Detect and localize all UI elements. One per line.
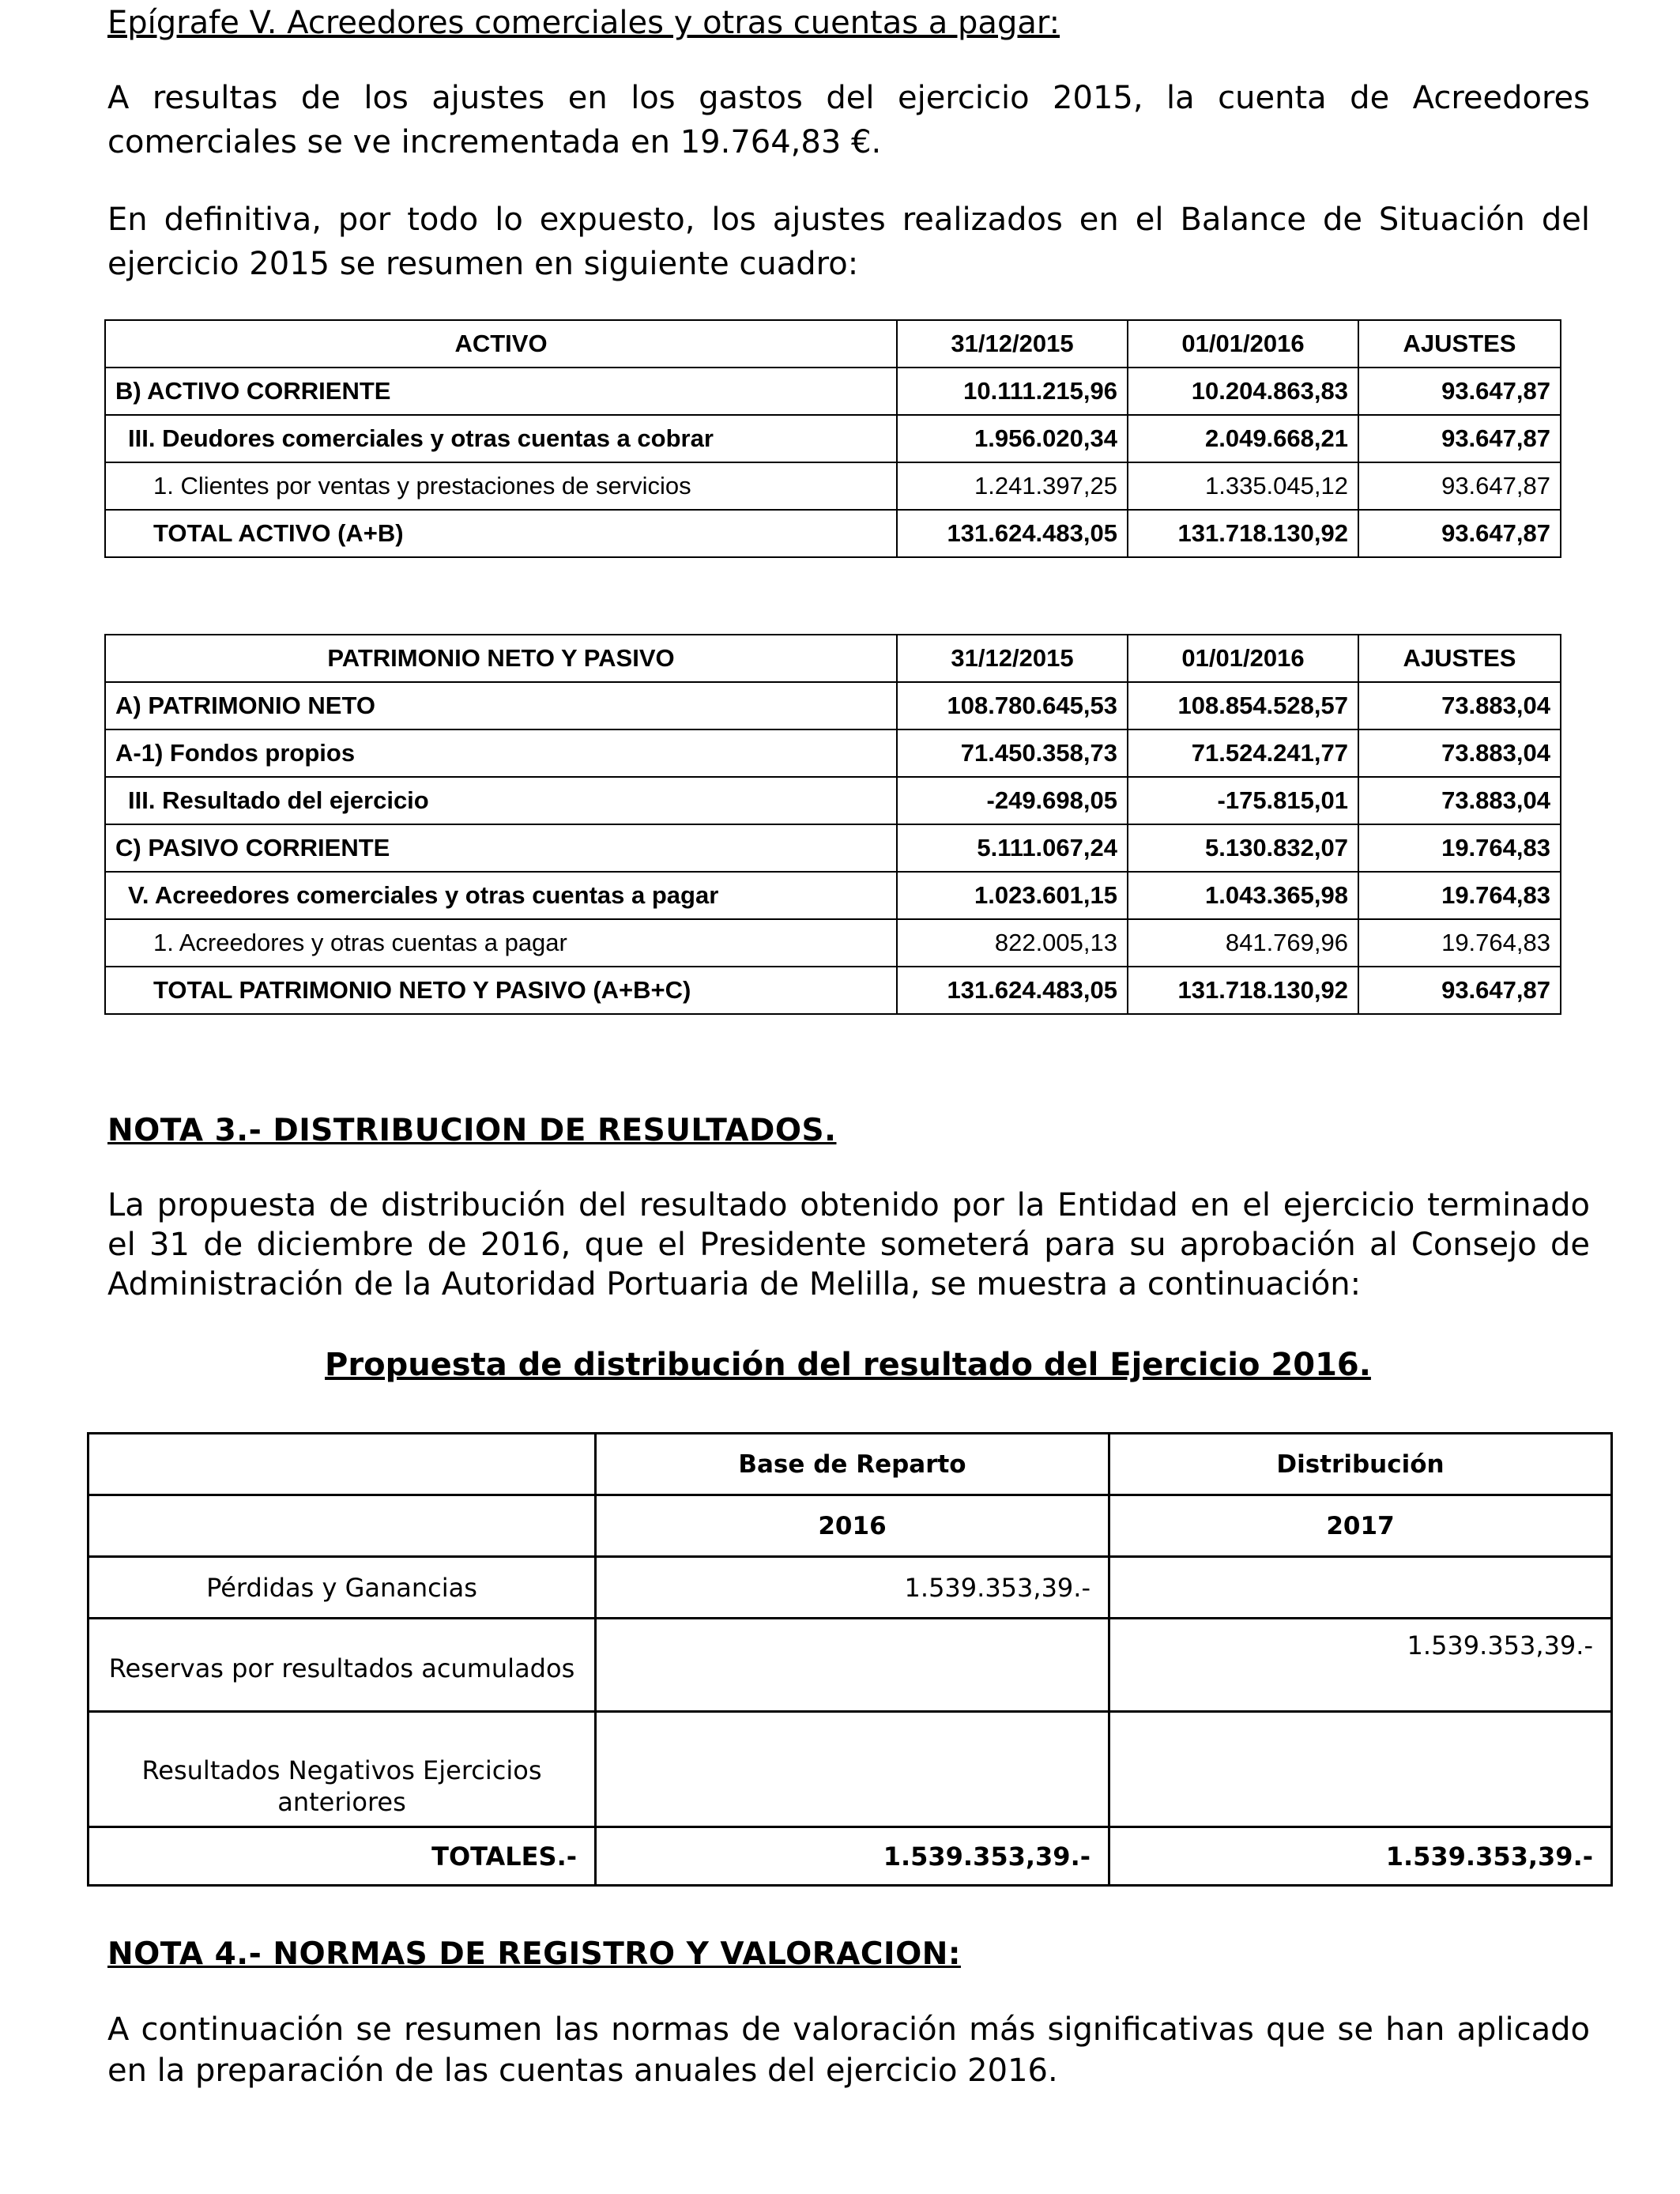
table-total-row: [89, 1827, 1612, 1886]
empty-corner-cell: [89, 1495, 596, 1557]
row-label: V. Acreedores comerciales y otras cuentas a pagar: [105, 872, 897, 919]
row-value: 10.204.863,83: [1128, 368, 1358, 415]
row-label: III. Deudores comerciales y otras cuentas a cobrar: [105, 415, 897, 462]
row-value: 1.335.045,12: [1128, 462, 1358, 510]
row-base-value: [596, 1619, 1109, 1712]
row-value: 93.647,87: [1358, 415, 1561, 462]
table-header-row: [105, 635, 1561, 682]
section-heading-epigrafe: Epígrafe V. Acreedores comerciales y otras cuentas a pagar:: [107, 5, 1060, 41]
row-value: 108.780.645,53: [897, 682, 1128, 729]
row-label: Pérdidas y Ganancias: [89, 1557, 596, 1619]
header-ajustes: AJUSTES: [1358, 635, 1561, 682]
table-row: [105, 682, 1561, 729]
row-value: 93.647,87: [1358, 510, 1561, 557]
row-label: B) ACTIVO CORRIENTE: [105, 368, 897, 415]
row-value: 1.241.397,25: [897, 462, 1128, 510]
row-base-value: 1.539.353,39.-: [596, 1557, 1109, 1619]
table-row: [105, 462, 1561, 510]
header-date-2016: 01/01/2016: [1128, 635, 1358, 682]
totals-label: TOTALES.-: [89, 1827, 596, 1886]
row-value: 131.624.483,05: [897, 510, 1128, 557]
row-value: 19.764,83: [1358, 824, 1561, 872]
table-row: [105, 729, 1561, 777]
row-value: 131.624.483,05: [897, 967, 1128, 1014]
table-row: [105, 777, 1561, 824]
row-value: 108.854.528,57: [1128, 682, 1358, 729]
nota3-heading: NOTA 3.- DISTRIBUCION DE RESULTADOS.: [107, 1113, 837, 1148]
totals-base-value: 1.539.353,39.-: [596, 1827, 1109, 1886]
header-year-2017: 2017: [1109, 1495, 1612, 1557]
header-distribucion: Distribución: [1109, 1434, 1612, 1495]
row-value: 19.764,83: [1358, 919, 1561, 967]
table-row: [105, 415, 1561, 462]
row-value: 5.130.832,07: [1128, 824, 1358, 872]
row-value: 71.524.241,77: [1128, 729, 1358, 777]
row-label: A-1) Fondos propios: [105, 729, 897, 777]
proposal-table-title: Propuesta de distribución del resultado del Ejercicio 2016.: [325, 1347, 1371, 1383]
row-dist-value: [1109, 1557, 1612, 1619]
table-row: [89, 1619, 1612, 1712]
row-value: 93.647,87: [1358, 462, 1561, 510]
row-value: -175.815,01: [1128, 777, 1358, 824]
row-value: 131.718.130,92: [1128, 967, 1358, 1014]
row-dist-value: [1109, 1712, 1612, 1827]
nota3-paragraph: La propuesta de distribución del resultado obtenido por la Entidad en el ejercicio terminado el 31 de diciembre de 2016, que el Presidente someterá para su aprobación al Consejo de Administración de la Autoridad Portuaria de Melilla, se muestra a continuación:: [107, 1187, 1590, 1302]
header-date-2015: 31/12/2015: [897, 635, 1128, 682]
header-base-reparto: Base de Reparto: [596, 1434, 1109, 1495]
row-label: C) PASIVO CORRIENTE: [105, 824, 897, 872]
paragraph-acreedores: A resultas de los ajustes en los gastos del ejercicio 2015, la cuenta de Acreedores comerciales se ve incrementada en 19.764,83 €.: [107, 80, 1590, 160]
row-label: 1. Clientes por ventas y prestaciones de servicios: [105, 462, 897, 510]
table-row: [105, 824, 1561, 872]
row-value: 73.883,04: [1358, 729, 1561, 777]
row-label: Resultados Negativos Ejercicios anteriores: [89, 1712, 596, 1827]
proposal-table: [87, 1432, 1613, 1887]
activo-table: [104, 319, 1561, 558]
row-value: 822.005,13: [897, 919, 1128, 967]
table-row: [105, 967, 1561, 1014]
row-label: 1. Acreedores y otras cuentas a pagar: [105, 919, 897, 967]
row-label: Reservas por resultados acumulados: [89, 1619, 596, 1712]
row-label: TOTAL ACTIVO (A+B): [105, 510, 897, 557]
row-label: TOTAL PATRIMONIO NETO Y PASIVO (A+B+C): [105, 967, 897, 1014]
header-activo: ACTIVO: [105, 320, 897, 368]
table-header-row: [89, 1495, 1612, 1557]
row-value: 73.883,04: [1358, 777, 1561, 824]
table-row: [105, 872, 1561, 919]
table-row: [105, 919, 1561, 967]
header-year-2016: 2016: [596, 1495, 1109, 1557]
pasivo-table: [104, 634, 1561, 1015]
nota4-heading: NOTA 4.- NORMAS DE REGISTRO Y VALORACION:: [107, 1936, 961, 1972]
table-header-row: [89, 1434, 1612, 1495]
table-row: [105, 368, 1561, 415]
row-value: 5.111.067,24: [897, 824, 1128, 872]
row-value: 71.450.358,73: [897, 729, 1128, 777]
row-value: 73.883,04: [1358, 682, 1561, 729]
row-value: 841.769,96: [1128, 919, 1358, 967]
row-base-value: [596, 1712, 1109, 1827]
table-header-row: [105, 320, 1561, 368]
row-value: 1.043.365,98: [1128, 872, 1358, 919]
row-label: III. Resultado del ejercicio: [105, 777, 897, 824]
row-value: 93.647,87: [1358, 967, 1561, 1014]
empty-corner-cell: [89, 1434, 596, 1495]
row-value: 1.023.601,15: [897, 872, 1128, 919]
paragraph-resumen: En definitiva, por todo lo expuesto, los ajustes realizados en el Balance de Situación del ejercicio 2015 se resumen en siguiente cuadro:: [107, 202, 1590, 282]
row-label: A) PATRIMONIO NETO: [105, 682, 897, 729]
header-patrimonio: PATRIMONIO NETO Y PASIVO: [105, 635, 897, 682]
row-value: 131.718.130,92: [1128, 510, 1358, 557]
row-value: 10.111.215,96: [897, 368, 1128, 415]
table-row: [105, 510, 1561, 557]
row-value: 93.647,87: [1358, 368, 1561, 415]
row-value: 19.764,83: [1358, 872, 1561, 919]
table-row: [89, 1712, 1612, 1827]
header-ajustes: AJUSTES: [1358, 320, 1561, 368]
row-value: -249.698,05: [897, 777, 1128, 824]
row-dist-value: 1.539.353,39.-: [1109, 1619, 1612, 1712]
totals-dist-value: 1.539.353,39.-: [1109, 1827, 1612, 1886]
nota4-paragraph: A continuación se resumen las normas de valoración más significativas que se han aplicado en la preparación de las cuentas anuales del ejercicio 2016.: [107, 2011, 1590, 2089]
table-row: [89, 1557, 1612, 1619]
header-date-2015: 31/12/2015: [897, 320, 1128, 368]
row-value: 2.049.668,21: [1128, 415, 1358, 462]
header-date-2016: 01/01/2016: [1128, 320, 1358, 368]
row-value: 1.956.020,34: [897, 415, 1128, 462]
